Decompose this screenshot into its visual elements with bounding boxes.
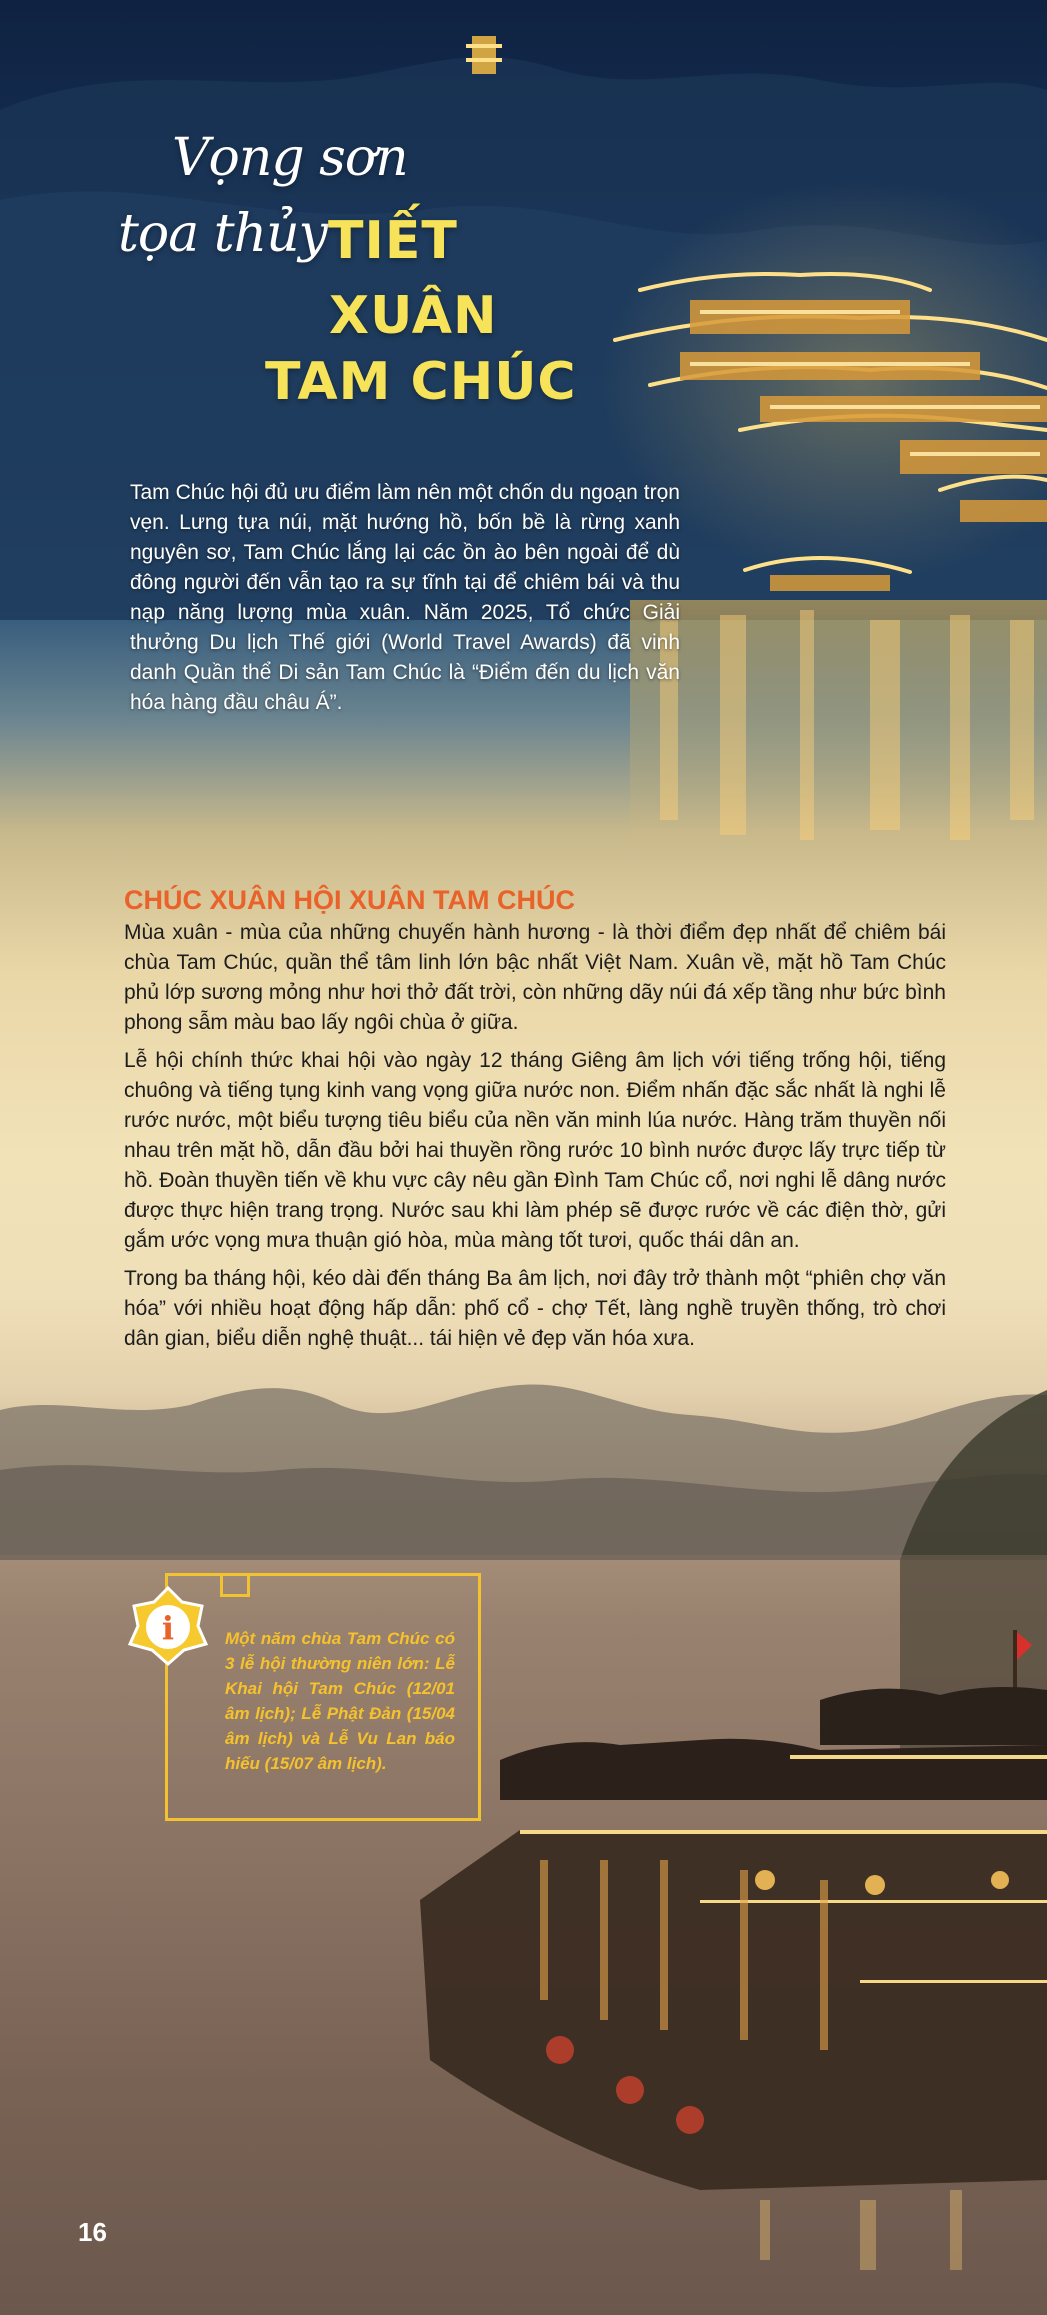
info-icon-letter: i [161,1609,175,1647]
info-icon [128,1586,208,1666]
info-box [165,1573,481,1821]
title-bold-line-2: XUÂN [329,286,498,346]
title-script-line-2: tọa thủy [118,204,327,264]
body-paragraph-2: Lễ hội chính thức khai hội vào ngày 12 tháng Giêng âm lịch với tiếng trống hội, tiếng chuông và tiếng tụng kinh vang vọng giữa nước non. Điểm nhấn đặc sắc nhất là nghi lễ rước nước, một biểu tượng tiêu biểu của nền văn minh lúa nước. Hàng trăm thuyền nối nhau trên mặt hồ, dẫn đầu bởi hai thuyền rồng rước 10 bình nước được lấy trực tiếp từ hồ. Đoàn thuyền tiến về khu vực cây nêu gần Đình Tam Chúc cổ, nơi nghi lễ dâng nước được thực hiện trang trọng. Nước sau khi làm phép sẽ được rước về các điện thờ, gửi gắm ước vọng mưa thuận gió hòa, mùa màng tốt tươi, quốc thái dân an. [124,1049,946,1252]
info-text: Một năm chùa Tam Chúc có 3 lễ hội thường niên lớn: Lễ Khai hội Tam Chúc (12/01 âm lịch); Lễ Phật Đản (15/04 âm lịch) và Lễ Vu Lan báo hiếu (15/07 âm lịch). [225,1629,455,1773]
title-script-line-1: Vọng sơn [172,128,408,188]
page-number: 16 [78,2217,107,2247]
info-box-notch [220,1573,250,1597]
title-bold-line-1: TIẾT [328,211,458,271]
body-paragraph-1: Mùa xuân - mùa của những chuyến hành hương - là thời điểm đẹp nhất để chiêm bái chùa Tam Chúc, quần thể tâm linh lớn bậc nhất Việt Nam. Xuân về, mặt hồ Tam Chúc phủ lớp sương mỏng như hơi thở đất trời, còn những dãy núi đá xếp tầng như bức bình phong sẫm màu bao lấy ngôi chùa ở giữa. [124,921,946,1034]
intro-paragraph: Tam Chúc hội đủ ưu điểm làm nên một chốn du ngoạn trọn vẹn. Lưng tựa núi, mặt hướng hồ, bốn bề là rừng xanh nguyên sơ, Tam Chúc lắng lại các ồn ào bên ngoài để dù đông người đến vẫn tạo ra sự tĩnh tại để chiêm bái và thu nạp năng lượng mùa xuân. Năm 2025, Tổ chức Giải thưởng Du lịch Thế giới (World Travel Awards) đã vinh danh Quần thể Di sản Tam Chúc là “Điểm đến du lịch văn hóa hàng đầu châu Á”. [130,481,680,714]
section-body [124,918,946,1362]
title-bold-line-3: TAM CHÚC [265,352,577,412]
body-paragraph-3: Trong ba tháng hội, kéo dài đến tháng Ba âm lịch, nơi đây trở thành một “phiên chợ văn hóa” với nhiều hoạt động hấp dẫn: phố cổ - chợ Tết, làng nghề truyền thống, trò chơi dân gian, biểu diễn nghệ thuật... tái hiện vẻ đẹp văn hóa xưa. [124,1267,946,1350]
section-heading: CHÚC XUÂN HỘI XUÂN TAM CHÚC [124,885,575,915]
